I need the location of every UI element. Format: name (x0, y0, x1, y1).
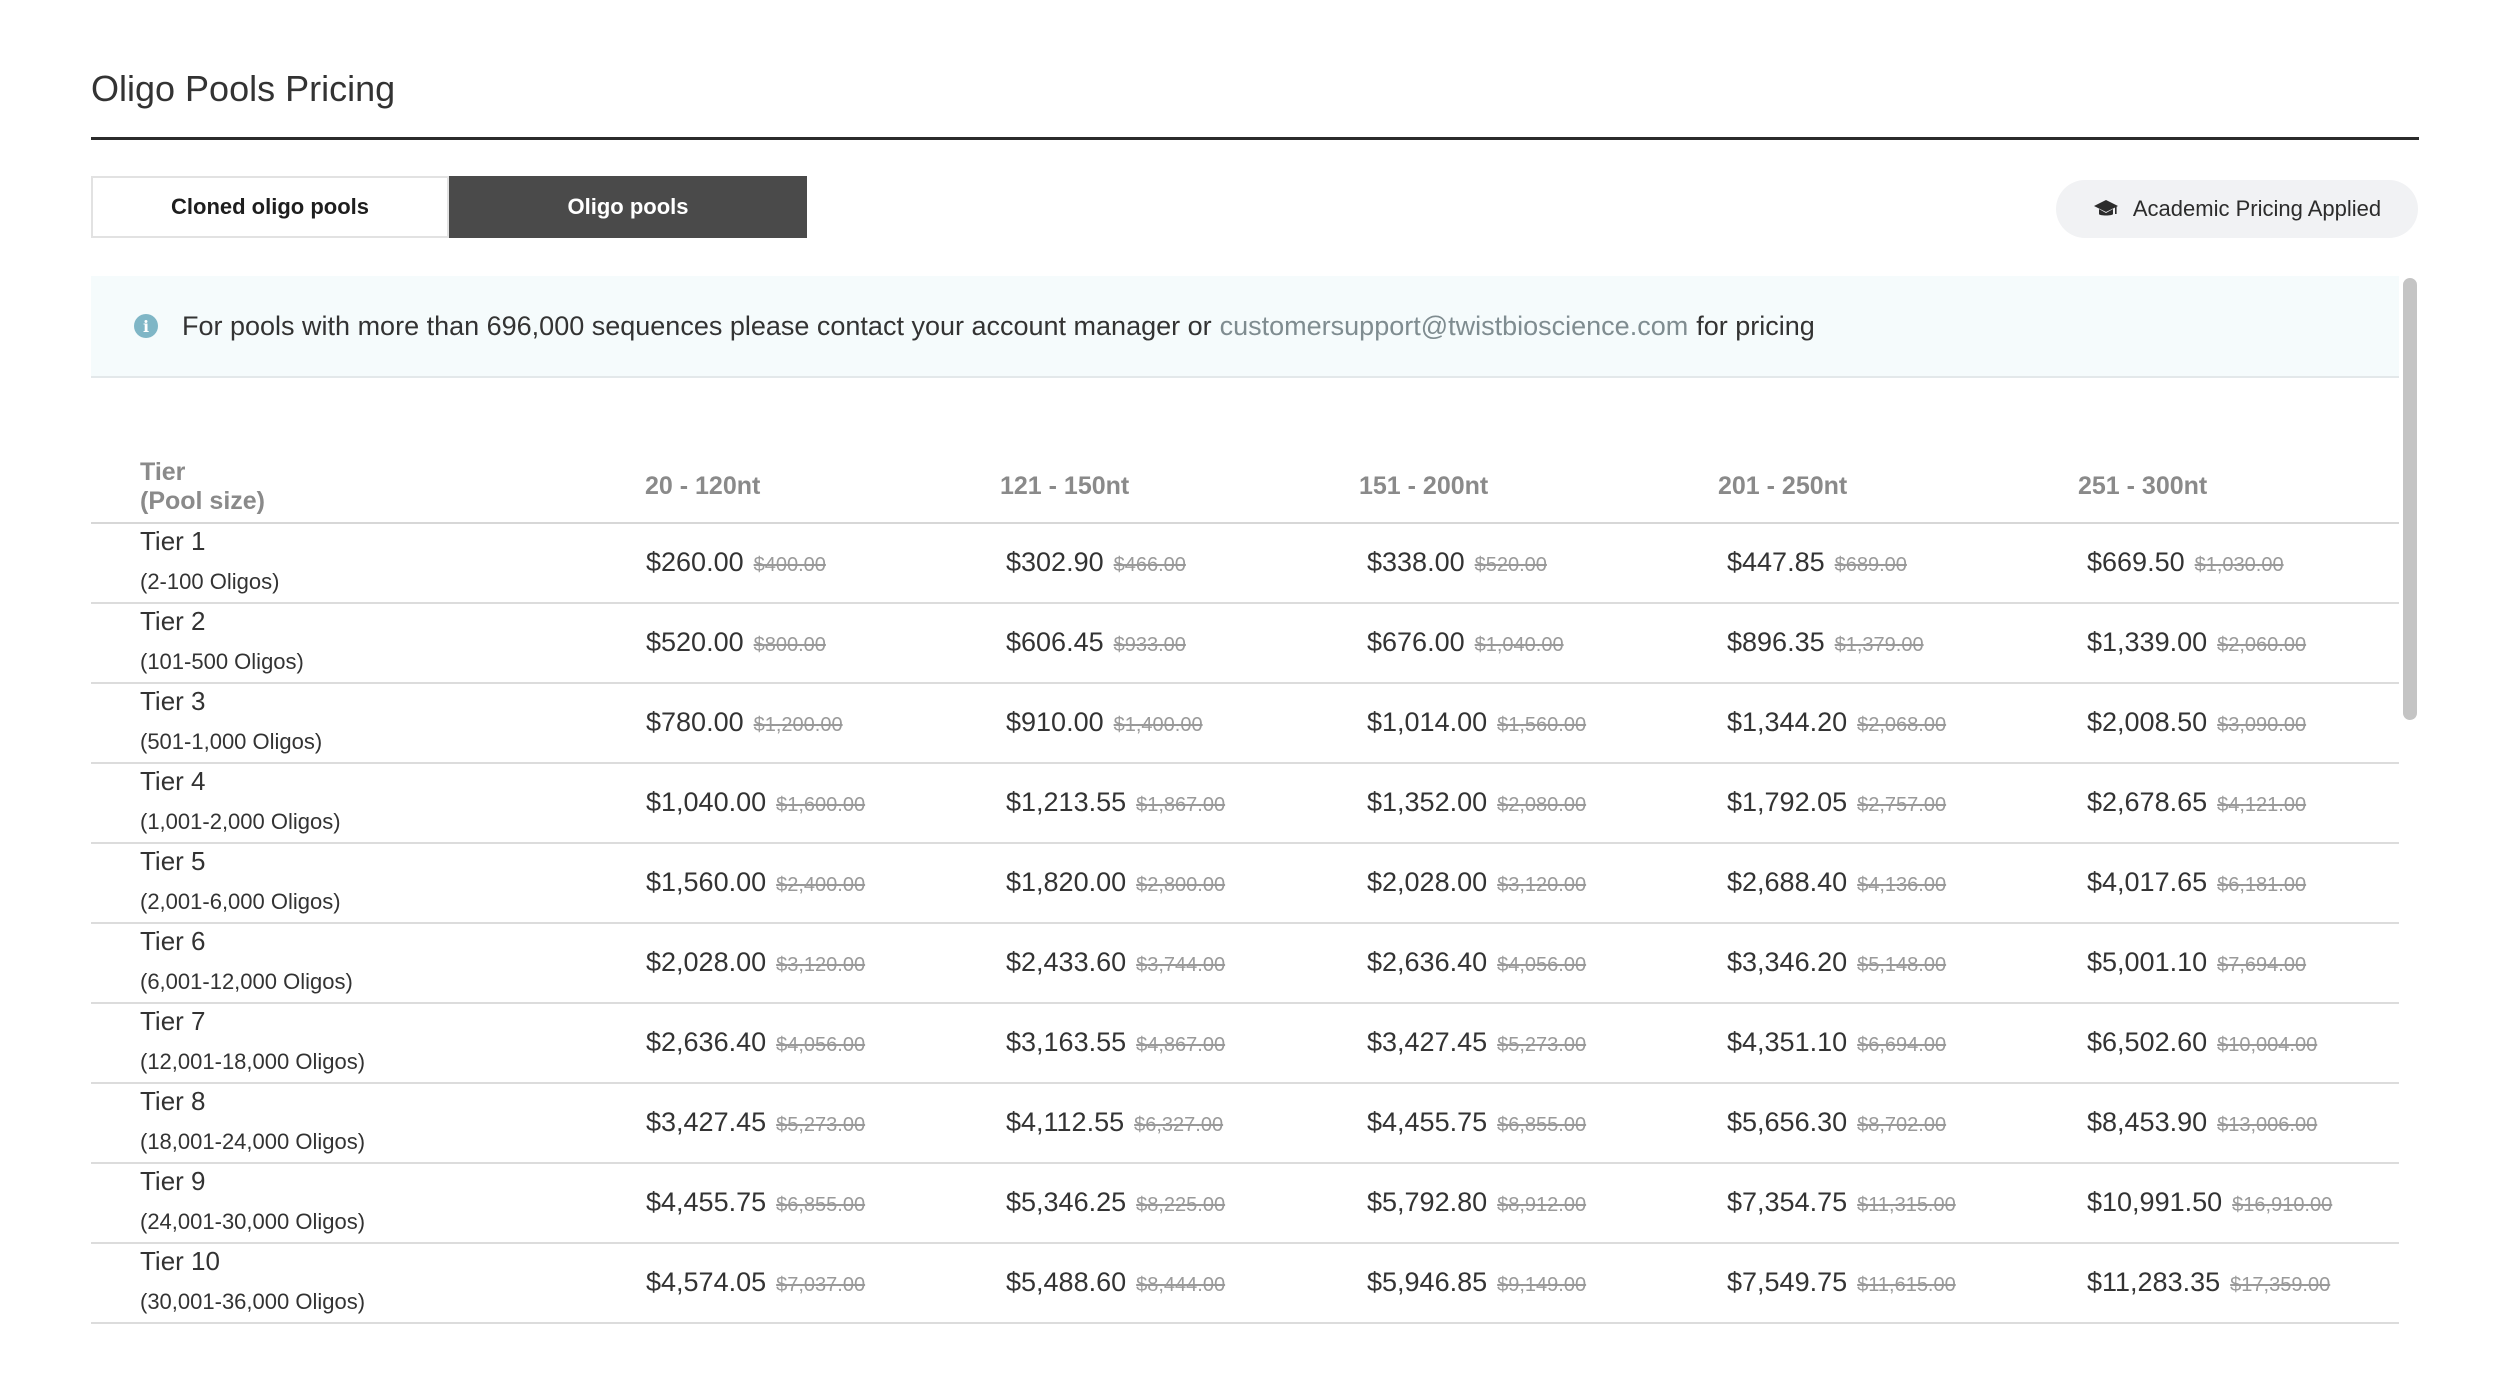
academic-price: $3,427.45 (1367, 1027, 1488, 1057)
academic-price: $1,014.00 (1367, 707, 1488, 737)
academic-price: $1,352.00 (1367, 787, 1488, 817)
list-price-strikethrough: $6,694.00 (1857, 1034, 1947, 1056)
list-price-strikethrough: $8,225.00 (1136, 1194, 1226, 1216)
column-header-tier (140, 458, 265, 516)
price-cell (646, 547, 826, 578)
academic-price: $4,112.55 (1006, 1107, 1125, 1137)
academic-price: $3,346.20 (1727, 947, 1848, 977)
list-price-strikethrough: $6,855.00 (776, 1194, 866, 1216)
price-cell (646, 787, 865, 818)
table-row (91, 524, 2399, 604)
price-cell (1727, 867, 1946, 898)
table-row (91, 604, 2399, 684)
price-cell (646, 707, 843, 738)
academic-price: $260.00 (646, 547, 744, 577)
price-cell (1006, 787, 1225, 818)
price-cell (1006, 1027, 1225, 1058)
academic-price: $10,991.50 (2087, 1187, 2223, 1217)
price-cell (2087, 1187, 2332, 1218)
list-price-strikethrough: $4,121.00 (2217, 794, 2307, 816)
list-price-strikethrough: $10,004.00 (2217, 1034, 2318, 1056)
academic-price: $11,283.35 (2087, 1267, 2221, 1297)
academic-price: $1,339.00 (2087, 627, 2208, 657)
price-cell (646, 1267, 865, 1298)
academic-price: $606.45 (1006, 627, 1104, 657)
tier-name: Tier 10 (140, 1246, 220, 1276)
column-header-121-150nt: 121 - 150nt (1000, 472, 1130, 500)
price-cell (1727, 947, 1946, 978)
list-price-strikethrough: $2,800.00 (1136, 874, 1226, 896)
list-price-strikethrough: $1,040.00 (1474, 634, 1564, 656)
academic-price: $676.00 (1367, 627, 1465, 657)
academic-price: $3,163.55 (1006, 1027, 1127, 1057)
tier-name: Tier 9 (140, 1166, 206, 1196)
tier-pool-size: (2,001-6,000 Oligos) (140, 889, 341, 914)
list-price-strikethrough: $1,600.00 (776, 794, 866, 816)
tier-header-line2: (Pool size) (140, 487, 266, 515)
academic-price: $1,792.05 (1727, 787, 1848, 817)
list-price-strikethrough: $6,181.00 (2217, 874, 2307, 896)
table-row (91, 1164, 2399, 1244)
price-cell (1367, 1267, 1586, 1298)
price-cell (1727, 707, 1946, 738)
price-cell (1727, 1187, 1956, 1218)
academic-price: $2,028.00 (1367, 867, 1488, 897)
tier-name: Tier 3 (140, 686, 206, 716)
price-cell (1727, 547, 1907, 578)
column-header-20-120nt: 20 - 120nt (645, 472, 761, 500)
academic-price: $780.00 (646, 707, 744, 737)
pricing-tabs (91, 176, 807, 240)
academic-price: $6,502.60 (2087, 1027, 2208, 1057)
price-cell (646, 1107, 865, 1138)
academic-price: $2,028.00 (646, 947, 767, 977)
price-cell (646, 1187, 865, 1218)
pricing-rows (91, 524, 2399, 1324)
academic-price: $2,636.40 (1367, 947, 1488, 977)
price-cell (1367, 1027, 1586, 1058)
list-price-strikethrough: $11,315.00 (1857, 1194, 1956, 1216)
tier-name: Tier 5 (140, 846, 206, 876)
info-text-before: For pools with more than 696,000 sequences please contact your account manager or (182, 310, 1212, 341)
price-cell (1367, 707, 1586, 738)
column-header-151-200nt: 151 - 200nt (1359, 472, 1489, 500)
table-header (91, 428, 2399, 524)
tier-name: Tier 7 (140, 1006, 206, 1036)
list-price-strikethrough: $7,694.00 (2217, 954, 2307, 976)
academic-price: $5,946.85 (1367, 1267, 1488, 1297)
table-row (91, 684, 2399, 764)
price-cell (1367, 947, 1586, 978)
list-price-strikethrough: $800.00 (753, 634, 826, 656)
price-cell (1727, 1027, 1946, 1058)
price-cell (1727, 627, 1924, 658)
price-cell (1367, 867, 1586, 898)
tier-pool-size: (18,001-24,000 Oligos) (140, 1129, 366, 1154)
academic-price: $1,344.20 (1727, 707, 1848, 737)
list-price-strikethrough: $1,560.00 (1497, 714, 1587, 736)
academic-price: $8,453.90 (2087, 1107, 2208, 1137)
tier-pool-size: (12,001-18,000 Oligos) (140, 1049, 366, 1074)
academic-price: $302.90 (1006, 547, 1104, 577)
academic-price: $520.00 (646, 627, 744, 657)
list-price-strikethrough: $11,615.00 (1857, 1274, 1956, 1296)
list-price-strikethrough: $17,359.00 (2230, 1274, 2331, 1296)
academic-price: $7,549.75 (1727, 1267, 1848, 1297)
price-cell (646, 867, 865, 898)
academic-price: $5,346.25 (1006, 1187, 1127, 1217)
tab-oligo-pools[interactable]: Oligo pools (449, 176, 807, 238)
tier-name: Tier 2 (140, 606, 206, 636)
price-cell (1006, 547, 1186, 578)
list-price-strikethrough: $1,400.00 (1113, 714, 1203, 736)
tier-pool-size: (6,001-12,000 Oligos) (140, 969, 353, 994)
academic-price: $3,427.45 (646, 1107, 767, 1137)
academic-price: $4,017.65 (2087, 867, 2208, 897)
list-price-strikethrough: $8,912.00 (1497, 1194, 1587, 1216)
price-cell (646, 1027, 865, 1058)
tier-name: Tier 6 (140, 926, 206, 956)
academic-price: $896.35 (1727, 627, 1825, 657)
page-title: Oligo Pools Pricing (91, 68, 396, 109)
table-row (91, 764, 2399, 844)
list-price-strikethrough: $1,867.00 (1136, 794, 1226, 816)
tier-header-line1: Tier (140, 458, 186, 486)
academic-price: $2,678.65 (2087, 787, 2208, 817)
price-cell (1006, 707, 1203, 738)
price-cell (2087, 1027, 2317, 1058)
academic-price: $7,354.75 (1727, 1187, 1848, 1217)
column-header-251-300nt: 251 - 300nt (2078, 472, 2208, 500)
tier-pool-size: (501-1,000 Oligos) (140, 729, 323, 754)
price-cell (2087, 867, 2306, 898)
list-price-strikethrough: $5,273.00 (776, 1114, 866, 1136)
academic-price: $2,008.50 (2087, 707, 2208, 737)
academic-price: $1,560.00 (646, 867, 767, 897)
list-price-strikethrough: $16,910.00 (2232, 1194, 2333, 1216)
list-price-strikethrough: $4,056.00 (1497, 954, 1587, 976)
academic-price: $2,636.40 (646, 1027, 767, 1057)
list-price-strikethrough: $13,006.00 (2217, 1114, 2318, 1136)
list-price-strikethrough: $2,068.00 (1857, 714, 1947, 736)
list-price-strikethrough: $1,379.00 (1834, 634, 1924, 656)
tier-pool-size: (24,001-30,000 Oligos) (140, 1209, 366, 1234)
title-divider (91, 137, 2419, 140)
list-price-strikethrough: $520.00 (1474, 554, 1547, 576)
list-price-strikethrough: $9,149.00 (1497, 1274, 1587, 1296)
academic-price: $1,040.00 (646, 787, 767, 817)
tier-name: Tier 1 (140, 526, 206, 556)
list-price-strikethrough: $8,444.00 (1136, 1274, 1226, 1296)
list-price-strikethrough: $3,120.00 (1497, 874, 1587, 896)
list-price-strikethrough: $689.00 (1834, 554, 1907, 576)
academic-price: $2,433.60 (1006, 947, 1127, 977)
price-cell (1367, 627, 1564, 658)
scrollbar-thumb[interactable] (2403, 278, 2417, 720)
column-header-201-250nt: 201 - 250nt (1718, 472, 1848, 500)
academic-price: $338.00 (1367, 547, 1465, 577)
list-price-strikethrough: $3,744.00 (1136, 954, 1226, 976)
table-row (91, 1244, 2399, 1324)
list-price-strikethrough: $1,200.00 (753, 714, 843, 736)
list-price-strikethrough: $6,327.00 (1134, 1114, 1224, 1136)
graduation-cap-icon (2093, 199, 2119, 219)
price-cell (2087, 1107, 2317, 1138)
list-price-strikethrough: $2,400.00 (776, 874, 866, 896)
price-cell (1727, 1107, 1946, 1138)
list-price-strikethrough: $4,056.00 (776, 1034, 866, 1056)
price-cell (1006, 867, 1225, 898)
academic-price: $2,688.40 (1727, 867, 1848, 897)
price-cell (1727, 787, 1946, 818)
academic-pricing-label: Academic Pricing Applied (2132, 196, 2382, 221)
tier-pool-size: (2-100 Oligos) (140, 569, 280, 594)
price-cell (2087, 787, 2306, 818)
price-cell (1367, 1107, 1586, 1138)
table-row (91, 1084, 2399, 1164)
list-price-strikethrough: $6,855.00 (1497, 1114, 1587, 1136)
list-price-strikethrough: $2,757.00 (1857, 794, 1947, 816)
price-cell (2087, 707, 2306, 738)
academic-price: $4,455.75 (1367, 1107, 1488, 1137)
price-cell (2087, 627, 2306, 658)
price-cell (1367, 547, 1547, 578)
price-cell (2087, 947, 2306, 978)
table-row (91, 1004, 2399, 1084)
tier-name: Tier 4 (140, 766, 206, 796)
list-price-strikethrough: $4,867.00 (1136, 1034, 1226, 1056)
price-cell (646, 627, 826, 658)
list-price-strikethrough: $4,136.00 (1857, 874, 1947, 896)
info-icon: i (134, 314, 158, 338)
tier-name: Tier 8 (140, 1086, 206, 1116)
list-price-strikethrough: $5,148.00 (1857, 954, 1947, 976)
price-cell (1006, 1267, 1225, 1298)
list-price-strikethrough: $8,702.00 (1857, 1114, 1947, 1136)
tier-pool-size: (30,001-36,000 Oligos) (140, 1289, 366, 1314)
list-price-strikethrough: $933.00 (1113, 634, 1186, 656)
pricing-content (91, 276, 2399, 1336)
price-cell (1006, 947, 1225, 978)
table-row (91, 844, 2399, 924)
price-cell (1367, 1187, 1586, 1218)
academic-price: $447.85 (1727, 547, 1825, 577)
tab-cloned-oligo-pools[interactable]: Cloned oligo pools (91, 176, 449, 238)
tier-pool-size: (101-500 Oligos) (140, 649, 304, 674)
list-price-strikethrough: $2,060.00 (2217, 634, 2307, 656)
price-cell (2087, 1267, 2330, 1298)
academic-price: $1,213.55 (1006, 787, 1127, 817)
info-text-after: for pricing (1696, 310, 1815, 341)
academic-price: $910.00 (1006, 707, 1104, 737)
academic-price: $4,574.05 (646, 1267, 767, 1297)
list-price-strikethrough: $7,037.00 (776, 1274, 866, 1296)
academic-price: $5,001.10 (2087, 947, 2208, 977)
academic-price: $5,792.80 (1367, 1187, 1488, 1217)
price-cell (646, 947, 865, 978)
price-cell (1006, 627, 1186, 658)
customer-support-email-link[interactable]: customersupport@twistbioscience.com (1219, 310, 1689, 341)
price-cell (1367, 787, 1586, 818)
list-price-strikethrough: $400.00 (753, 554, 826, 576)
list-price-strikethrough: $2,080.00 (1497, 794, 1587, 816)
academic-price: $5,488.60 (1006, 1267, 1127, 1297)
price-cell (1006, 1187, 1225, 1218)
list-price-strikethrough: $1,030.00 (2194, 554, 2284, 576)
academic-price: $4,351.10 (1727, 1027, 1848, 1057)
academic-price: $5,656.30 (1727, 1107, 1848, 1137)
academic-price: $1,820.00 (1006, 867, 1127, 897)
list-price-strikethrough: $3,090.00 (2217, 714, 2307, 736)
list-price-strikethrough: $466.00 (1113, 554, 1186, 576)
price-cell (1006, 1107, 1223, 1138)
academic-pricing-badge (2056, 180, 2418, 238)
list-price-strikethrough: $5,273.00 (1497, 1034, 1587, 1056)
academic-price: $669.50 (2087, 547, 2185, 577)
info-banner (91, 276, 2399, 378)
academic-price: $4,455.75 (646, 1187, 767, 1217)
list-price-strikethrough: $3,120.00 (776, 954, 866, 976)
table-row (91, 924, 2399, 1004)
price-cell (1727, 1267, 1956, 1298)
price-cell (2087, 547, 2284, 578)
tier-pool-size: (1,001-2,000 Oligos) (140, 809, 341, 834)
